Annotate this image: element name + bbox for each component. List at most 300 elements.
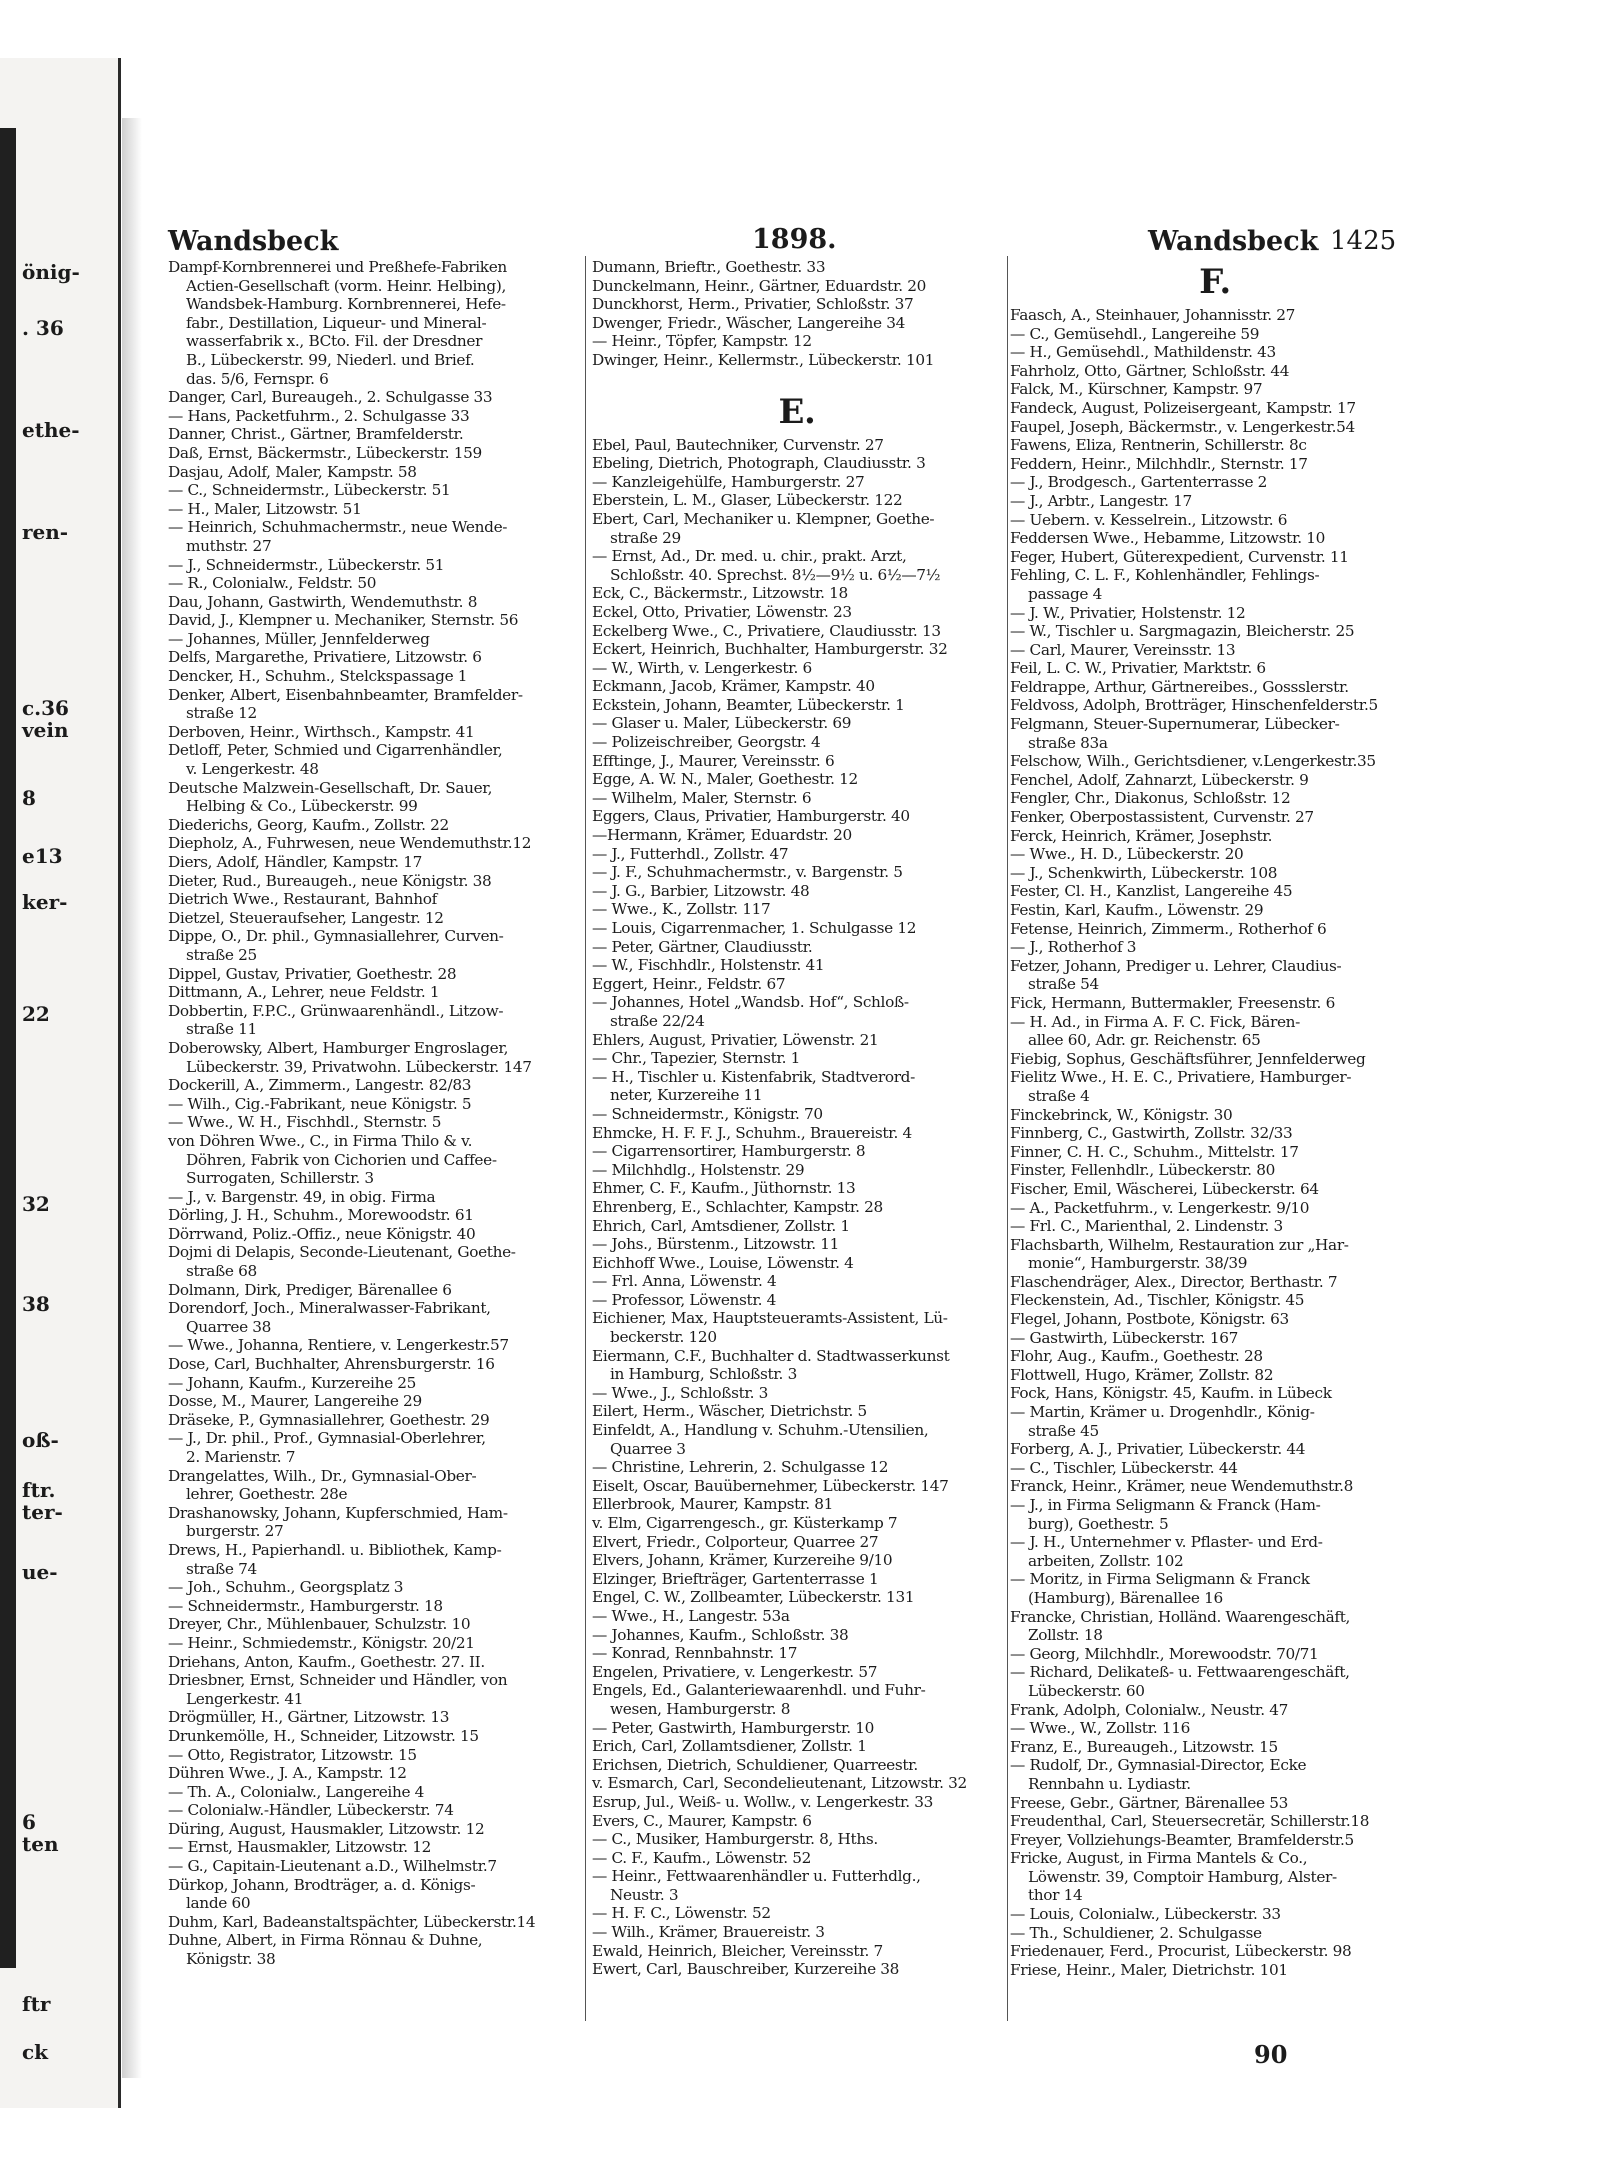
directory-entry: Finster, Fellenhdlr., Lübeckerstr. 80 (1010, 1161, 1275, 1180)
entry-continuation: straße 29 (610, 528, 681, 547)
directory-entry: Fetense, Heinrich, Zimmerm., Rotherhof 6 (1010, 919, 1327, 938)
directory-entry: Freudenthal, Carl, Steuersecretär, Schillerstr.18 (1010, 1812, 1370, 1831)
directory-entry: von Döhren Wwe., C., in Firma Thilo & v. (168, 1131, 473, 1150)
entry-continuation: straße 25 (186, 945, 257, 964)
directory-entry: Drangelattes, Wilh., Dr., Gymnasial-Ober- (168, 1466, 477, 1485)
directory-entry: Dräseke, P., Gymnasiallehrer, Goethestr. 29 (168, 1410, 490, 1429)
directory-entry: Feddern, Heinr., Milchhdlr., Sternstr. 17 (1010, 454, 1308, 473)
directory-entry: Eckert, Heinrich, Buchhalter, Hamburgerstr. 32 (592, 640, 948, 659)
directory-entry: — J., Futterhdl., Zollstr. 47 (592, 844, 789, 863)
directory-entry: Duhm, Karl, Badeanstaltspächter, Lübeckerstr.14 (168, 1912, 536, 1931)
directory-entry: Feldrappe, Arthur, Gärtnereibes., Gossslerstr. (1010, 677, 1349, 696)
entry-continuation: Königstr. 38 (186, 1950, 276, 1969)
directory-entry: — Heinrich, Schuhmachermstr., neue Wende- (168, 518, 508, 537)
directory-entry: Fricke, August, in Firma Mantels & Co., (1010, 1849, 1308, 1868)
directory-entry: — Johann, Kaufm., Kurzereihe 25 (168, 1373, 417, 1392)
directory-entry: Eggers, Claus, Privatier, Hamburgerstr. 40 (592, 807, 910, 826)
page-number: 1425 (1330, 226, 1397, 256)
directory-entry: — Wwe., W. H., Fischhdl., Sternstr. 5 (168, 1113, 442, 1132)
directory-entry: — J. W., Privatier, Holstenstr. 12 (1010, 603, 1246, 622)
directory-entry: — Colonialw.-Händler, Lübeckerstr. 74 (168, 1801, 454, 1820)
entry-continuation: fabr., Destillation, Liqueur- und Mineral- (186, 313, 487, 332)
directory-entry: Fehling, C. L. F., Kohlenhändler, Fehlings- (1010, 566, 1320, 585)
directory-entry: — Johs., Bürstenm., Litzowstr. 11 (592, 1235, 840, 1254)
directory-entry: Dencker, H., Schuhm., Stelckspassage 1 (168, 667, 468, 686)
column-rule (585, 256, 586, 2021)
directory-entry: — J., v. Bargenstr. 49, in obig. Firma (168, 1187, 436, 1206)
directory-entry: — J., Schenkwirth, Lübeckerstr. 108 (1010, 863, 1278, 882)
directory-entry: Fiebig, Sophus, Geschäftsführer, Jennfelderweg (1010, 1049, 1366, 1068)
entry-continuation: (Hamburg), Bärenallee 16 (1028, 1588, 1223, 1607)
directory-entry: — C., Tischler, Lübeckerstr. 44 (1010, 1458, 1238, 1477)
directory-entry: — Moritz, in Firma Seligmann & Franck (1010, 1570, 1310, 1589)
entry-continuation: burgerstr. 27 (186, 1522, 284, 1541)
prev-page-fragment: c.36 (22, 696, 69, 720)
entry-continuation: straße 68 (186, 1262, 257, 1281)
directory-entry: Diepholz, A., Fuhrwesen, neue Wendemuthstr.12 (168, 834, 532, 853)
directory-entry: — Glaser u. Maler, Lübeckerstr. 69 (592, 714, 852, 733)
year-heading: 1898. (752, 224, 837, 255)
directory-entry: Friedenauer, Ferd., Procurist, Lübeckerstr. 98 (1010, 1942, 1352, 1961)
entry-continuation: in Hamburg, Schloßstr. 3 (610, 1365, 797, 1384)
directory-entry: — Louis, Colonialw., Lübeckerstr. 33 (1010, 1905, 1281, 1924)
directory-entry: Engels, Ed., Galanteriewaarenhdl. und Fuhr- (592, 1681, 926, 1700)
directory-entry: Dreyer, Chr., Mühlenbauer, Schulzstr. 10 (168, 1615, 471, 1634)
directory-entry: — Richard, Delikateß- u. Fettwaarengeschäft, (1010, 1663, 1350, 1682)
directory-entry: — Rudolf, Dr., Gymnasial-Director, Ecke (1010, 1756, 1307, 1775)
directory-entry: Flohr, Aug., Kaufm., Goethestr. 28 (1010, 1347, 1263, 1366)
directory-entry: Dietzel, Steueraufseher, Langestr. 12 (168, 908, 444, 927)
directory-entry: Dürkop, Johann, Brodträger, a. d. Königs- (168, 1875, 476, 1894)
prev-page-fragment: oß- (22, 1428, 59, 1452)
entry-continuation: Döhren, Fabrik von Cichorien und Caffee- (186, 1150, 497, 1169)
directory-entry: — Peter, Gastwirth, Hamburgerstr. 10 (592, 1718, 875, 1737)
directory-entry: Ferck, Heinrich, Krämer, Josephstr. (1010, 826, 1273, 845)
prev-page-fragment: önig- (22, 260, 80, 284)
directory-entry: — Ernst, Hausmakler, Litzowstr. 12 (168, 1838, 432, 1857)
prev-page-fragment: 8 (22, 786, 36, 810)
prev-page-fragment: . 36 (22, 316, 64, 340)
directory-entry: Denker, Albert, Eisenbahnbeamter, Bramfelder- (168, 685, 523, 704)
directory-entry: Eggert, Heinr., Feldstr. 67 (592, 974, 786, 993)
entry-continuation: Lübeckerstr. 60 (1028, 1681, 1145, 1700)
page-gutter (122, 118, 142, 2078)
directory-entry: Eckelberg Wwe., C., Privatiere, Claudiusstr. 13 (592, 621, 941, 640)
prev-page-fragment: ten (22, 1832, 59, 1856)
directory-entry: — Otto, Registrator, Litzowstr. 15 (168, 1745, 417, 1764)
directory-entry: Ehrich, Carl, Amtsdiener, Zollstr. 1 (592, 1216, 850, 1235)
directory-entry: — J., Schneidermstr., Lübeckerstr. 51 (168, 555, 445, 574)
directory-entry: Driehans, Anton, Kaufm., Goethestr. 27. II. (168, 1652, 485, 1671)
directory-entry: Flottwell, Hugo, Krämer, Zollstr. 82 (1010, 1365, 1274, 1384)
directory-entry: Esrup, Jul., Weiß- u. Wollw., v. Lengerkestr. 33 (592, 1792, 934, 1811)
prev-page-fragment: ftr. (22, 1478, 56, 1502)
directory-entry: — Johannes, Hotel „Wandsb. Hof“, Schloß- (592, 993, 909, 1012)
directory-entry: Düring, August, Hausmakler, Litzowstr. 12 (168, 1819, 485, 1838)
directory-entry: Dobbertin, F.P.C., Grünwaarenhändl., Litzow- (168, 1001, 504, 1020)
running-head-left: Wandsbeck (168, 226, 339, 257)
directory-entry: v. Elm, Cigarrengesch., gr. Küsterkamp 7 (592, 1514, 898, 1532)
directory-entry: — Hans, Packetfuhrm., 2. Schulgasse 33 (168, 406, 470, 425)
directory-entry: Finner, C. H. C., Schuhm., Mittelstr. 17 (1010, 1142, 1299, 1161)
directory-entry: Feil, L. C. W., Privatier, Marktstr. 6 (1010, 659, 1266, 678)
entry-continuation: v. Lengerkestr. 48 (186, 760, 319, 779)
directory-entry: Dörling, J. H., Schuhm., Morewoodstr. 61 (168, 1206, 474, 1225)
directory-entry: Fandeck, August, Polizeisergeant, Kampstr. 17 (1010, 398, 1356, 417)
directory-entry: Eilert, Herm., Wäscher, Dietrichstr. 5 (592, 1402, 867, 1421)
directory-entry: — J. F., Schuhmachermstr., v. Bargenstr. 5 (592, 863, 903, 882)
entry-continuation: straße 4 (1028, 1086, 1090, 1105)
directory-entry: v. Esmarch, Carl, Secondelieutenant, Litzowstr. 32 (592, 1774, 967, 1793)
directory-entry: Flegel, Johann, Postbote, Königstr. 63 (1010, 1310, 1289, 1329)
directory-entry: — R., Colonialw., Feldstr. 50 (168, 574, 377, 593)
entry-continuation: Surrogaten, Schillerstr. 3 (186, 1169, 374, 1188)
directory-entry: — Johannes, Müller, Jennfelderweg (168, 629, 430, 648)
prev-page-fragment: ethe- (22, 418, 80, 442)
entry-continuation: neter, Kurzereihe 11 (610, 1086, 763, 1105)
directory-entry: Fick, Hermann, Buttermakler, Freesenstr. 6 (1010, 993, 1335, 1012)
entry-continuation: Quarree 38 (186, 1317, 272, 1336)
entry-continuation: Neustr. 3 (610, 1885, 679, 1904)
directory-entry: Fetzer, Johann, Prediger u. Lehrer, Claudius- (1010, 956, 1342, 975)
directory-entry: — C., Schneidermstr., Lübeckerstr. 51 (168, 481, 451, 500)
directory-entry: Dumann, Brieftr., Goethestr. 33 (592, 258, 826, 276)
directory-entry: Felschow, Wilh., Gerichtsdiener, v.Lengerkestr.35 (1010, 752, 1376, 771)
directory-entry: Duhne, Albert, in Firma Rönnau & Duhne, (168, 1931, 483, 1950)
prev-page-fragment: vein (22, 718, 69, 742)
directory-entry: Ewert, Carl, Bauschreiber, Kurzereihe 38 (592, 1960, 900, 1979)
directory-entry: — Cigarrensortirer, Hamburgerstr. 8 (592, 1142, 866, 1161)
entry-continuation: Quarree 3 (610, 1439, 686, 1458)
directory-entry: — Wwe., Johanna, Rentiere, v. Lengerkestr.57 (168, 1336, 509, 1355)
entry-continuation: Zollstr. 18 (1028, 1626, 1103, 1645)
entry-continuation: beckerstr. 120 (610, 1328, 717, 1347)
entry-continuation: monie“, Hamburgerstr. 38/39 (1028, 1254, 1248, 1273)
directory-entry: — Chr., Tapezier, Sternstr. 1 (592, 1049, 801, 1068)
directory-entry: — J. H., Unternehmer v. Pflaster- und Erd- (1010, 1533, 1323, 1552)
directory-entry: Fischer, Emil, Wäscherei, Lübeckerstr. 64 (1010, 1179, 1319, 1198)
directory-entry: Francke, Christian, Holländ. Waarengeschäft, (1010, 1607, 1351, 1626)
directory-entry: — W., Tischler u. Sargmagazin, Bleicherstr. 25 (1010, 622, 1355, 641)
directory-entry: Dosse, M., Maurer, Langereihe 29 (168, 1392, 422, 1411)
directory-entry: David, J., Klempner u. Mechaniker, Sternstr. 56 (168, 611, 519, 630)
prev-page-fragment: 22 (22, 1002, 50, 1026)
directory-entry: Fengler, Chr., Diakonus, Schloßstr. 12 (1010, 789, 1291, 808)
entry-continuation: Wandsbek-Hamburg. Kornbrennerei, Hefe- (186, 295, 506, 314)
directory-entry: Flachsbarth, Wilhelm, Restauration zur „Har- (1010, 1235, 1349, 1254)
directory-entry: Dittmann, A., Lehrer, neue Feldstr. 1 (168, 983, 440, 1002)
prev-page-fragment: ter- (22, 1500, 63, 1524)
directory-entry: — Polizeischreiber, Georgstr. 4 (592, 733, 821, 752)
directory-entry: — H., Gemüsehdl., Mathildenstr. 43 (1010, 343, 1276, 362)
directory-entry: — Milchhdlg., Holstenstr. 29 (592, 1160, 805, 1179)
directory-entry: — Frl. C., Marienthal, 2. Lindenstr. 3 (1010, 1217, 1283, 1236)
directory-entry: Fester, Cl. H., Kanzlist, Langereihe 45 (1010, 882, 1293, 901)
book-spine (0, 128, 16, 1968)
directory-entry: Flaschendräger, Alex., Director, Berthastr. 7 (1010, 1272, 1338, 1291)
previous-page-edge (0, 58, 121, 2108)
directory-entry: Eiselt, Oscar, Bauübernehmer, Lübeckerstr. 147 (592, 1476, 949, 1495)
directory-entry: Fahrholz, Otto, Gärtner, Schloßstr. 44 (1010, 361, 1290, 380)
directory-entry: Fielitz Wwe., H. E. C., Privatiere, Hamburger- (1010, 1068, 1352, 1087)
directory-entry: — Ernst, Ad., Dr. med. u. chir., prakt. Arzt, (592, 547, 907, 566)
directory-entry: Drashanowsky, Johann, Kupferschmied, Ham- (168, 1503, 508, 1522)
directory-entry: — Schneidermstr., Königstr. 70 (592, 1104, 823, 1123)
directory-entry: — J., Dr. phil., Prof., Gymnasial-Oberlehrer, (168, 1429, 486, 1448)
directory-entry: Diers, Adolf, Händler, Kampstr. 17 (168, 853, 423, 871)
directory-entry: Dippel, Gustav, Privatier, Goethestr. 28 (168, 964, 457, 983)
directory-entry: Ehmer, C. F., Kaufm., Jüthornstr. 13 (592, 1179, 856, 1198)
directory-entry: — Konrad, Rennbahnstr. 17 (592, 1644, 798, 1663)
directory-entry: — W., Wirth, v. Lengerkestr. 6 (592, 658, 812, 677)
directory-entry: — H. F. C., Löwenstr. 52 (592, 1904, 771, 1923)
entry-continuation: lande 60 (186, 1894, 251, 1913)
directory-entry: — Gastwirth, Lübeckerstr. 167 (1010, 1328, 1238, 1347)
directory-entry: Erich, Carl, Zollamtsdiener, Zollstr. 1 (592, 1737, 867, 1756)
directory-entry: — C., Musiker, Hamburgerstr. 8, Hths. (592, 1830, 878, 1849)
directory-entry: Elzinger, Briefträger, Gartenterrasse 1 (592, 1569, 879, 1588)
directory-entry: — Wwe., W., Zollstr. 116 (1010, 1719, 1191, 1738)
directory-entry: Dörrwand, Poliz.-Offiz., neue Königstr. 40 (168, 1224, 476, 1243)
directory-entry: Erichsen, Dietrich, Schuldiener, Quarreestr. (592, 1755, 918, 1774)
directory-entry: Engel, C. W., Zollbeamter, Lübeckerstr. 131 (592, 1588, 915, 1607)
prev-page-fragment: e13 (22, 844, 63, 868)
directory-entry: — Uebern. v. Kesselrein., Litzowstr. 6 (1010, 510, 1288, 529)
directory-entry: — Schneidermstr., Hamburgerstr. 18 (168, 1596, 443, 1615)
entry-continuation: passage 4 (1028, 584, 1103, 603)
directory-entry: Drews, H., Papierhandl. u. Bibliothek, Kamp- (168, 1540, 502, 1559)
directory-entry: Danner, Christ., Gärtner, Bramfelderstr. (168, 425, 464, 444)
directory-entry: — J., Brodgesch., Gartenterrasse 2 (1010, 473, 1268, 492)
entry-continuation: Helbing & Co., Lübeckerstr. 99 (186, 797, 418, 816)
directory-entry: — C. F., Kaufm., Löwenstr. 52 (592, 1848, 812, 1867)
directory-entry: Freese, Gebr., Gärtner, Bärenallee 53 (1010, 1793, 1288, 1812)
directory-entry: Eichiener, Max, Hauptsteueramts-Assistent, Lü- (592, 1309, 948, 1328)
directory-entry: — Wwe., J., Schloßstr. 3 (592, 1383, 769, 1402)
directory-entry: Fenchel, Adolf, Zahnarzt, Lübeckerstr. 9 (1010, 770, 1309, 789)
directory-entry: — Kanzleigehülfe, Hamburgerstr. 27 (592, 472, 865, 491)
directory-entry: — Carl, Maurer, Vereinsstr. 13 (1010, 640, 1236, 659)
directory-entry: Dampf-Kornbrennerei und Preßhefe-Fabriken (168, 258, 507, 276)
directory-entry: — Frl. Anna, Löwenstr. 4 (592, 1272, 777, 1291)
directory-entry: Dolmann, Dirk, Prediger, Bärenallee 6 (168, 1280, 452, 1299)
section-letter: E. (778, 391, 816, 432)
directory-entry: — H. Ad., in Firma A. F. C. Fick, Bären- (1010, 1012, 1300, 1031)
directory-entry: Dunckhorst, Herm., Privatier, Schloßstr. 37 (592, 295, 914, 314)
directory-entry: — Heinr., Fettwaarenhändler u. Futterhdlg., (592, 1867, 921, 1886)
directory-entry: — Wwe., H. D., Lübeckerstr. 20 (1010, 845, 1244, 864)
directory-entry: — Wwe., H., Langestr. 53a (592, 1606, 790, 1625)
directory-entry: — J., Rotherhof 3 (1010, 938, 1137, 957)
prev-page-fragment: ue- (22, 1560, 58, 1584)
directory-entry: — Wilh., Cig.-Fabrikant, neue Königstr. 5 (168, 1094, 472, 1113)
directory-entry: — Th., Schuldiener, 2. Schulgasse (1010, 1923, 1262, 1942)
directory-entry: Fawens, Eliza, Rentnerin, Schillerstr. 8c (1010, 436, 1307, 455)
directory-entry: — W., Fischhdlr., Holstenstr. 41 (592, 956, 825, 975)
directory-entry: — A., Packetfuhrm., v. Lengerkestr. 9/10 (1010, 1198, 1310, 1217)
entry-continuation: straße 11 (186, 1020, 257, 1039)
entry-continuation: burg), Goethestr. 5 (1028, 1514, 1169, 1533)
directory-entry: — Christine, Lehrerin, 2. Schulgasse 12 (592, 1458, 889, 1477)
directory-entry: Dietrich Wwe., Restaurant, Bahnhof (168, 890, 437, 909)
entry-continuation: allee 60, Adr. gr. Reichenstr. 65 (1028, 1031, 1261, 1050)
directory-entry: Danger, Carl, Bureaugeh., 2. Schulgasse 33 (168, 388, 493, 407)
entry-continuation: muthstr. 27 (186, 536, 272, 555)
directory-entry: — J., Arbtr., Langestr. 17 (1010, 491, 1192, 510)
directory-entry: Falck, M., Kürschner, Kampstr. 97 (1010, 380, 1263, 399)
directory-entry: Dockerill, A., Zimmerm., Langestr. 82/83 (168, 1076, 472, 1095)
directory-entry: Feddersen Wwe., Hebamme, Litzowstr. 10 (1010, 529, 1326, 548)
directory-entry: — Heinr., Schmiedemstr., Königstr. 20/21 (168, 1633, 475, 1652)
directory-entry: — Joh., Schuhm., Georgsplatz 3 (168, 1578, 404, 1597)
section-letter: F. (1199, 262, 1231, 302)
directory-entry: Ehlers, August, Privatier, Löwenstr. 21 (592, 1030, 879, 1049)
directory-entry: Ehmcke, H. F. F. J., Schuhm., Brauereistr. 4 (592, 1123, 912, 1142)
prev-page-fragment: ck (22, 2040, 49, 2064)
directory-entry: Friese, Heinr., Maler, Dietrichstr. 101 (1010, 1960, 1288, 1979)
directory-entry: — Professor, Löwenstr. 4 (592, 1290, 777, 1309)
entry-continuation: Lengerkestr. 41 (186, 1689, 304, 1708)
directory-entry: Finckebrinck, W., Königstr. 30 (1010, 1105, 1233, 1124)
directory-entry: Freyer, Vollziehungs-Beamter, Bramfelderstr.5 (1010, 1830, 1354, 1849)
entry-continuation: wasserfabrik x., BCto. Fil. der Dresdner (186, 332, 483, 351)
directory-entry: Egge, A. W. N., Maler, Goethestr. 12 (592, 770, 858, 789)
entry-continuation: B., Lübeckerstr. 99, Niederl. und Brief. (186, 350, 475, 369)
entry-continuation: Actien-Gesellschaft (vorm. Heinr. Helbing), (186, 276, 506, 295)
entry-continuation: straße 83a (1028, 733, 1108, 752)
signature-number: 90 (1254, 2040, 1288, 2069)
directory-entry: Eiermann, C.F., Buchhalter d. Stadtwasserkunst (592, 1346, 950, 1365)
directory-entry: Dasjau, Adolf, Maler, Kampstr. 58 (168, 462, 417, 481)
entry-continuation: das. 5/6, Fernspr. 6 (186, 369, 329, 388)
directory-entry: — H., Tischler u. Kistenfabrik, Stadtverord- (592, 1067, 915, 1086)
directory-entry: Fleckenstein, Ad., Tischler, Königstr. 45 (1010, 1291, 1305, 1310)
directory-entry: Eichhoff Wwe., Louise, Löwenstr. 4 (592, 1253, 854, 1272)
directory-entry: Faasch, A., Steinhauer, Johannisstr. 27 (1010, 306, 1296, 324)
directory-entry: Doberowsky, Albert, Hamburger Engroslager, (168, 1038, 509, 1057)
directory-entry: — Georg, Milchhdlr., Morewoodstr. 70/71 (1010, 1644, 1319, 1663)
directory-entry: Felgmann, Steuer-Supernumerar, Lübecker- (1010, 715, 1340, 734)
directory-entry: Dunckelmann, Heinr., Gärtner, Eduardstr. 20 (592, 276, 927, 295)
directory-entry: Frank, Adolph, Colonialw., Neustr. 47 (1010, 1700, 1288, 1719)
directory-entry: —Hermann, Krämer, Eduardstr. 20 (592, 826, 852, 845)
running-head-right: Wandsbeck (1148, 226, 1319, 257)
directory-entry: — C., Gemüsehdl., Langereihe 59 (1010, 324, 1260, 343)
entry-continuation: straße 12 (186, 704, 257, 723)
directory-entry: Driesbner, Ernst, Schneider und Händler, von (168, 1671, 508, 1690)
directory-entry: Ebeling, Dietrich, Photograph, Claudiusstr. 3 (592, 454, 926, 473)
directory-entry: Diederichs, Georg, Kaufm., Zollstr. 22 (168, 815, 449, 834)
directory-entry: Ehrenberg, E., Schlachter, Kampstr. 28 (592, 1197, 883, 1216)
directory-entry: Eckel, Otto, Privatier, Löwenstr. 23 (592, 602, 852, 621)
directory-entry: Dorendorf, Joch., Mineralwasser-Fabrikant, (168, 1299, 491, 1318)
directory-column-1 (168, 258, 578, 1969)
directory-entry: — J., in Firma Seligmann & Franck (Ham- (1010, 1496, 1321, 1514)
entry-continuation: Löwenstr. 39, Comptoir Hamburg, Alster- (1028, 1867, 1337, 1886)
entry-continuation: Rennbahn u. Lydiastr. (1028, 1774, 1191, 1793)
entry-continuation: lehrer, Goethestr. 28e (186, 1485, 348, 1504)
prev-page-fragment: ker- (22, 890, 68, 914)
directory-entry: Dieter, Rud., Bureaugeh., neue Königstr. 38 (168, 871, 492, 890)
prev-page-fragment: ren- (22, 520, 69, 544)
directory-entry: Forberg, A. J., Privatier, Lübeckerstr. 44 (1010, 1440, 1306, 1459)
directory-entry: Eck, C., Bäckermstr., Litzowstr. 18 (592, 584, 848, 603)
directory-entry: — Peter, Gärtner, Claudiusstr. (592, 937, 813, 956)
directory-entry: Drunkemölle, H., Schneider, Litzowstr. 15 (168, 1726, 479, 1745)
column-rule (1007, 256, 1008, 2021)
directory-entry: Dau, Johann, Gastwirth, Wendemuthstr. 8 (168, 592, 478, 611)
entry-continuation: Schloßstr. 40. Sprechst. 8½—9½ u. 6½—7½ (610, 565, 941, 584)
directory-entry: Elvers, Johann, Krämer, Kurzereihe 9/10 (592, 1551, 893, 1570)
directory-entry: Einfeldt, A., Handlung v. Schuhm.-Utensilien, (592, 1421, 929, 1440)
directory-entry: Evers, C., Maurer, Kampstr. 6 (592, 1811, 812, 1830)
directory-entry: Feger, Hubert, Güterexpedient, Curvenstr. 11 (1010, 547, 1349, 566)
entry-continuation: thor 14 (1028, 1886, 1083, 1905)
directory-entry: — Wilh., Krämer, Brauereistr. 3 (592, 1923, 825, 1942)
directory-entry: — Martin, Krämer u. Drogenhdlr., König- (1010, 1403, 1315, 1422)
directory-column-3 (1010, 258, 1420, 1979)
directory-entry: Fock, Hans, Königstr. 45, Kaufm. in Lübeck (1010, 1384, 1332, 1403)
directory-entry: Ebert, Carl, Mechaniker u. Klempner, Goethe- (592, 509, 935, 528)
directory-entry: Elvert, Friedr., Colporteur, Quarree 27 (592, 1532, 879, 1551)
entry-continuation: Lübeckerstr. 39, Privatwohn. Lübeckerstr. 147 (186, 1057, 532, 1076)
directory-entry: Delfs, Margarethe, Privatiere, Litzowstr. 6 (168, 648, 482, 667)
directory-entry: Eberstein, L. M., Glaser, Lübeckerstr. 122 (592, 491, 903, 510)
directory-entry: — J. G., Barbier, Litzowstr. 48 (592, 881, 810, 900)
directory-entry: Daß, Ernst, Bäckermstr., Lübeckerstr. 159 (168, 443, 482, 462)
directory-entry: — Th. A., Colonialw., Langereihe 4 (168, 1782, 425, 1801)
directory-entry: — Wwe., K., Zollstr. 117 (592, 900, 771, 919)
directory-entry: Faupel, Joseph, Bäckermstr., v. Lengerkestr.54 (1010, 417, 1355, 436)
directory-entry: — G., Capitain-Lieutenant a.D., Wilhelmstr.7 (168, 1857, 497, 1876)
prev-page-fragment: 6 (22, 1810, 36, 1834)
directory-entry: Fenker, Oberpostassistent, Curvenstr. 27 (1010, 808, 1314, 827)
entry-continuation: straße 74 (186, 1559, 257, 1578)
directory-entry: Drögmüller, H., Gärtner, Litzowstr. 13 (168, 1708, 450, 1727)
directory-entry: Feldvoss, Adolph, Brotträger, Hinschenfelderstr.5 (1010, 696, 1378, 715)
directory-entry: Dojmi di Delapis, Seconde-Lieutenant, Goethe- (168, 1243, 516, 1262)
prev-page-fragment: ftr (22, 1992, 51, 2016)
directory-entry: Ewald, Heinrich, Bleicher, Vereinsstr. 7 (592, 1941, 883, 1960)
entry-continuation: straße 54 (1028, 975, 1099, 994)
section-gap (592, 370, 1002, 388)
directory-entry: Dwenger, Friedr., Wäscher, Langereihe 34 (592, 313, 905, 332)
directory-entry: Eckstein, Johann, Beamter, Lübeckerstr. 1 (592, 695, 905, 714)
directory-entry: Eckmann, Jacob, Krämer, Kampstr. 40 (592, 677, 875, 696)
entry-continuation: wesen, Hamburgerstr. 8 (610, 1699, 791, 1718)
directory-entry: — Johannes, Kaufm., Schloßstr. 38 (592, 1625, 849, 1644)
directory-entry: Efftinge, J., Maurer, Vereinsstr. 6 (592, 751, 835, 770)
prev-page-fragment: 38 (22, 1292, 50, 1316)
directory-entry: Dippe, O., Dr. phil., Gymnasiallehrer, Curven- (168, 927, 504, 946)
directory-entry: Deutsche Malzwein-Gesellschaft, Dr. Sauer, (168, 778, 493, 797)
directory-entry: Dühren Wwe., J. A., Kampstr. 12 (168, 1764, 407, 1783)
directory-column-2 (592, 258, 1002, 1979)
entry-continuation: straße 22/24 (610, 1011, 705, 1030)
prev-page-fragment: 32 (22, 1192, 50, 1216)
directory-entry: Engelen, Privatiere, v. Lengerkestr. 57 (592, 1662, 878, 1681)
entry-continuation: straße 45 (1028, 1421, 1099, 1440)
directory-entry: Ellerbrook, Maurer, Kampstr. 81 (592, 1495, 834, 1514)
directory-entry: Derboven, Heinr., Wirthsch., Kampstr. 41 (168, 722, 475, 741)
directory-entry: — H., Maler, Litzowstr. 51 (168, 499, 362, 518)
directory-entry: Franz, E., Bureaugeh., Litzowstr. 15 (1010, 1737, 1278, 1756)
directory-entry: Dose, Carl, Buchhalter, Ahrensburgerstr. 16 (168, 1355, 495, 1374)
directory-entry: Finnberg, C., Gastwirth, Zollstr. 32/33 (1010, 1124, 1293, 1143)
directory-entry: — Louis, Cigarrenmacher, 1. Schulgasse 12 (592, 919, 917, 937)
directory-entry: Ebel, Paul, Bautechniker, Curvenstr. 27 (592, 435, 884, 454)
directory-entry: Franck, Heinr., Krämer, neue Wendemuthstr.8 (1010, 1477, 1354, 1496)
